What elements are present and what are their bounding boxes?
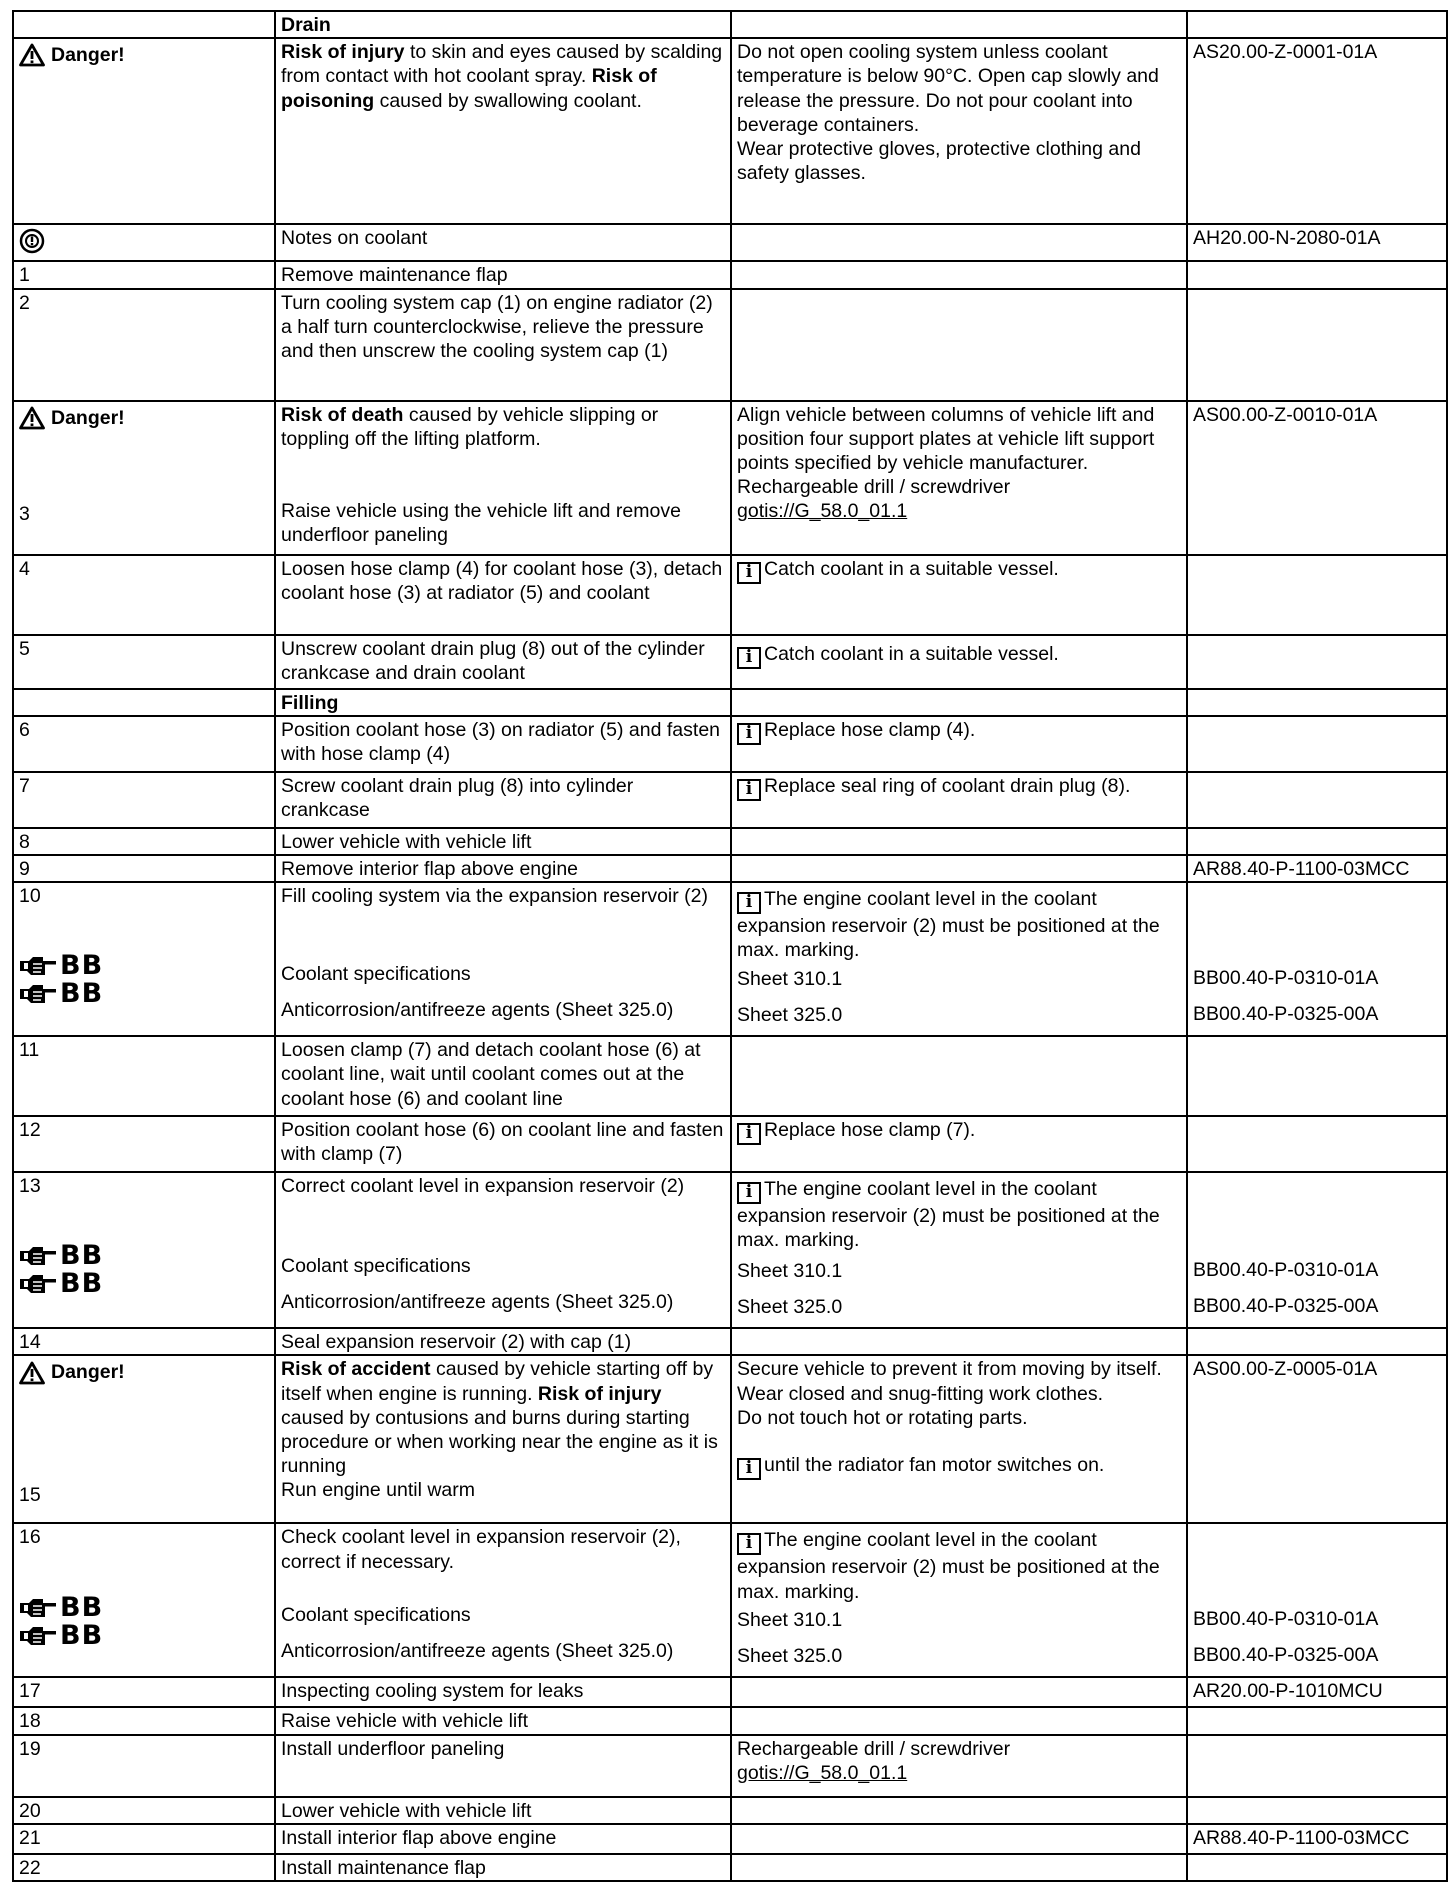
step-row (13, 828, 1447, 855)
reference-code: AS00.00-Z-0005-01A (1187, 1355, 1447, 1523)
step-text: Position coolant hose (6) on coolant line and fasten with clamp (7) (275, 1116, 731, 1172)
step-row (13, 1707, 1447, 1734)
step-row (13, 1824, 1447, 1854)
sheet-ref: Sheet 325.0 (737, 1296, 843, 1319)
step-number: 17 (13, 1677, 275, 1707)
pointing-hand-icon (19, 982, 57, 1006)
section-heading-row (13, 689, 1447, 716)
reference-code: AR88.40-P-1100-03MCC (1187, 855, 1447, 882)
spec-label: Anticorrosion/antifreeze agents (Sheet 325.0) (281, 1291, 674, 1314)
info-note: until the radiator fan motor switches on. (764, 1454, 1105, 1477)
step-number: 13 (19, 1175, 41, 1198)
reference-code: AS00.00-Z-0010-01A (1187, 401, 1447, 555)
danger-note: Align vehicle between columns of vehicle lift and position four support plates at vehicle lift support points specified by vehicle manufacturer. (737, 403, 1155, 475)
step-number: 6 (13, 716, 275, 772)
spec-label: Coolant specifications (281, 963, 471, 986)
danger-note: Do not open cooling system unless coolant temperature is below 90°C. Open cap slowly and release the pressure. Do not pour coolant into beverage containers. Wear protective gloves, protective clothing and safety glasses. (731, 38, 1187, 224)
step-number: 19 (13, 1735, 275, 1797)
step-number: 22 (13, 1854, 275, 1881)
step-row (13, 1735, 1447, 1797)
pointing-hand-icon (19, 1596, 57, 1620)
pointing-hand-icon (19, 1624, 57, 1648)
notice-circle-icon (19, 228, 45, 254)
danger-row (13, 401, 1447, 555)
step-text: Screw coolant drain plug (8) into cylinder crankcase (275, 772, 731, 828)
info-box-icon: i (737, 1123, 761, 1145)
step-row (13, 772, 1447, 828)
step-row (13, 1677, 1447, 1707)
step-text: Install interior flap above engine (275, 1824, 731, 1854)
info-note: The engine coolant level in the coolant expansion reservoir (2) must be positioned at the max. marking. (737, 1178, 1160, 1252)
step-row (13, 635, 1447, 689)
step-number: 2 (13, 289, 275, 401)
step-number: 14 (13, 1328, 275, 1355)
info-box-icon: i (737, 723, 761, 745)
reference-code: BB00.40-P-0325-00A (1193, 1644, 1379, 1667)
step-row (13, 289, 1447, 401)
step-text: Raise vehicle using the vehicle lift and remove underfloor paneling (281, 500, 681, 547)
step-row (13, 555, 1447, 635)
tool-name: Rechargeable drill / screwdriver (737, 476, 1011, 499)
step-text: Raise vehicle with vehicle lift (275, 1707, 731, 1734)
step-number: 7 (13, 772, 275, 828)
sheet-ref: Sheet 310.1 (737, 1609, 843, 1632)
step-text: Turn cooling system cap (1) on engine radiator (2) a half turn counterclockwise, relieve the pressure and then unscrew the cooling system cap (1) (275, 289, 731, 401)
step-text: Lower vehicle with vehicle lift (275, 828, 731, 855)
step-text: Remove maintenance flap (275, 261, 731, 288)
reference-code: BB00.40-P-0310-01A (1193, 1259, 1379, 1282)
danger-label: Danger! (19, 43, 125, 67)
danger-label: Danger! (19, 406, 125, 430)
step-number: 3 (19, 502, 30, 525)
step-text: Install underfloor paneling (275, 1735, 731, 1797)
danger-label: Danger! (19, 1360, 125, 1384)
info-box-icon: i (737, 1182, 761, 1204)
spec-label: Coolant specifications (281, 1255, 471, 1278)
bb-reference[interactable]: BB (19, 1594, 269, 1622)
step-text: Run engine until warm (281, 1479, 476, 1502)
procedure-table (12, 10, 1448, 1882)
reference-code: BB00.40-P-0310-01A (1193, 967, 1379, 990)
reference-code: AH20.00-N-2080-01A (1187, 224, 1447, 261)
step-row (13, 855, 1447, 882)
step-row (13, 1172, 1447, 1328)
step-text: Loosen clamp (7) and detach coolant hose (6) at coolant line, wait until coolant comes out at the coolant hose (6) and coolant line (275, 1036, 731, 1116)
info-box-icon: i (737, 647, 761, 669)
step-row (13, 1797, 1447, 1824)
tool-link[interactable]: gotis://G_58.0_01.1 (737, 500, 908, 523)
pointing-hand-icon (19, 954, 57, 978)
info-box-icon: i (737, 562, 761, 584)
step-row (13, 1854, 1447, 1881)
info-note: Catch coolant in a suitable vessel. (764, 642, 1059, 665)
section-heading-row (13, 11, 1447, 38)
reference-code: AR20.00-P-1010MCU (1187, 1677, 1447, 1707)
step-number: 5 (13, 635, 275, 689)
warning-triangle-icon (19, 406, 45, 430)
spec-label: Anticorrosion/antifreeze agents (Sheet 325.0) (281, 1640, 674, 1663)
step-number: 20 (13, 1797, 275, 1824)
step-row (13, 716, 1447, 772)
step-number: 1 (13, 261, 275, 288)
danger-text: Risk of injury to skin and eyes caused by scalding from contact with hot coolant spray. Risk of poisoning caused by swallowing coolant. (275, 38, 731, 224)
reference-code: BB00.40-P-0325-00A (1193, 1003, 1379, 1026)
pointing-hand-icon (19, 1244, 57, 1268)
step-number: 18 (13, 1707, 275, 1734)
step-row (13, 1328, 1447, 1355)
tool-link[interactable]: gotis://G_58.0_01.1 (737, 1761, 908, 1784)
danger-note: Do not touch hot or rotating parts. (737, 1406, 1028, 1429)
info-note: The engine coolant level in the coolant expansion reservoir (2) must be positioned at the max. marking. (737, 1529, 1160, 1603)
reference-code: AS20.00-Z-0001-01A (1187, 38, 1447, 224)
step-row (13, 261, 1447, 288)
info-note: Replace hose clamp (7). (764, 1119, 976, 1142)
info-note: Catch coolant in a suitable vessel. (764, 557, 1059, 580)
step-number: 11 (13, 1036, 275, 1116)
info-box-icon: i (737, 1458, 761, 1480)
danger-row (13, 1355, 1447, 1523)
step-number: 12 (13, 1116, 275, 1172)
step-row (13, 1036, 1447, 1116)
step-text: Lower vehicle with vehicle lift (275, 1797, 731, 1824)
info-box-icon: i (737, 779, 761, 801)
reference-code: BB00.40-P-0325-00A (1193, 1295, 1379, 1318)
reference-code: AR88.40-P-1100-03MCC (1187, 1824, 1447, 1854)
section-heading-filling: Filling (275, 689, 731, 716)
step-number: 16 (19, 1526, 41, 1549)
step-number: 21 (13, 1824, 275, 1854)
step-text: Loosen hose clamp (4) for coolant hose (3), detach coolant hose (3) at radiator (5) and coolant (275, 555, 731, 635)
step-text: Fill cooling system via the expansion reservoir (2) (281, 885, 709, 908)
warning-triangle-icon (19, 1361, 45, 1385)
notice-row (13, 224, 1447, 261)
step-text: Install maintenance flap (275, 1854, 731, 1881)
step-text: Seal expansion reservoir (2) with cap (1) (275, 1328, 731, 1355)
step-text: Remove interior flap above engine (275, 855, 731, 882)
bb-reference[interactable]: BB (19, 1270, 269, 1298)
pointing-hand-icon (19, 1272, 57, 1296)
step-number: 4 (13, 555, 275, 635)
tool-name: Rechargeable drill / screwdriver (737, 1737, 1011, 1760)
step-text: Unscrew coolant drain plug (8) out of the cylinder crankcase and drain coolant (275, 635, 731, 689)
step-row (13, 1116, 1447, 1172)
danger-text: Risk of death caused by vehicle slipping or toppling off the lifting platform. (281, 403, 659, 450)
sheet-ref: Sheet 325.0 (737, 1004, 843, 1027)
sheet-ref: Sheet 310.1 (737, 1260, 843, 1283)
step-text: Correct coolant level in expansion reservoir (2) (281, 1175, 685, 1198)
bb-reference[interactable]: BB (19, 980, 269, 1008)
section-heading-drain: Drain (275, 11, 731, 38)
step-row (13, 882, 1447, 1036)
info-box-icon: i (737, 892, 761, 914)
step-number: 15 (19, 1483, 41, 1506)
danger-note: Wear closed and snug-fitting work clothes. (737, 1382, 1103, 1405)
step-text: Position coolant hose (3) on radiator (5) and fasten with hose clamp (4) (275, 716, 731, 772)
bb-reference[interactable]: BB (19, 1242, 269, 1270)
sheet-ref: Sheet 310.1 (737, 968, 843, 991)
step-text: Inspecting cooling system for leaks (275, 1677, 731, 1707)
info-note: Replace seal ring of coolant drain plug (8). (764, 774, 1131, 797)
step-number: 9 (13, 855, 275, 882)
step-text: Notes on coolant (275, 224, 731, 261)
info-note: The engine coolant level in the coolant expansion reservoir (2) must be positioned at the max. marking. (737, 888, 1160, 962)
reference-code: BB00.40-P-0310-01A (1193, 1608, 1379, 1631)
info-box-icon: i (737, 1533, 761, 1555)
danger-note: Secure vehicle to prevent it from moving by itself. (737, 1358, 1162, 1381)
warning-triangle-icon (19, 43, 45, 67)
bb-reference[interactable]: BB (19, 952, 269, 980)
step-text: Check coolant level in expansion reservoir (2), correct if necessary. (281, 1526, 681, 1573)
info-note: Replace hose clamp (4). (764, 718, 976, 741)
danger-text: Risk of accident caused by vehicle starting off by itself when engine is running. Risk of injury caused by contusions and burns during starting procedure or when working near the engine as it is running (281, 1358, 718, 1478)
step-row (13, 1523, 1447, 1677)
sheet-ref: Sheet 325.0 (737, 1645, 843, 1668)
bb-reference[interactable]: BB (19, 1622, 269, 1650)
step-number: 8 (13, 828, 275, 855)
danger-row (13, 38, 1447, 224)
spec-label: Anticorrosion/antifreeze agents (Sheet 325.0) (281, 999, 674, 1022)
spec-label: Coolant specifications (281, 1604, 471, 1627)
step-number: 10 (19, 885, 41, 908)
